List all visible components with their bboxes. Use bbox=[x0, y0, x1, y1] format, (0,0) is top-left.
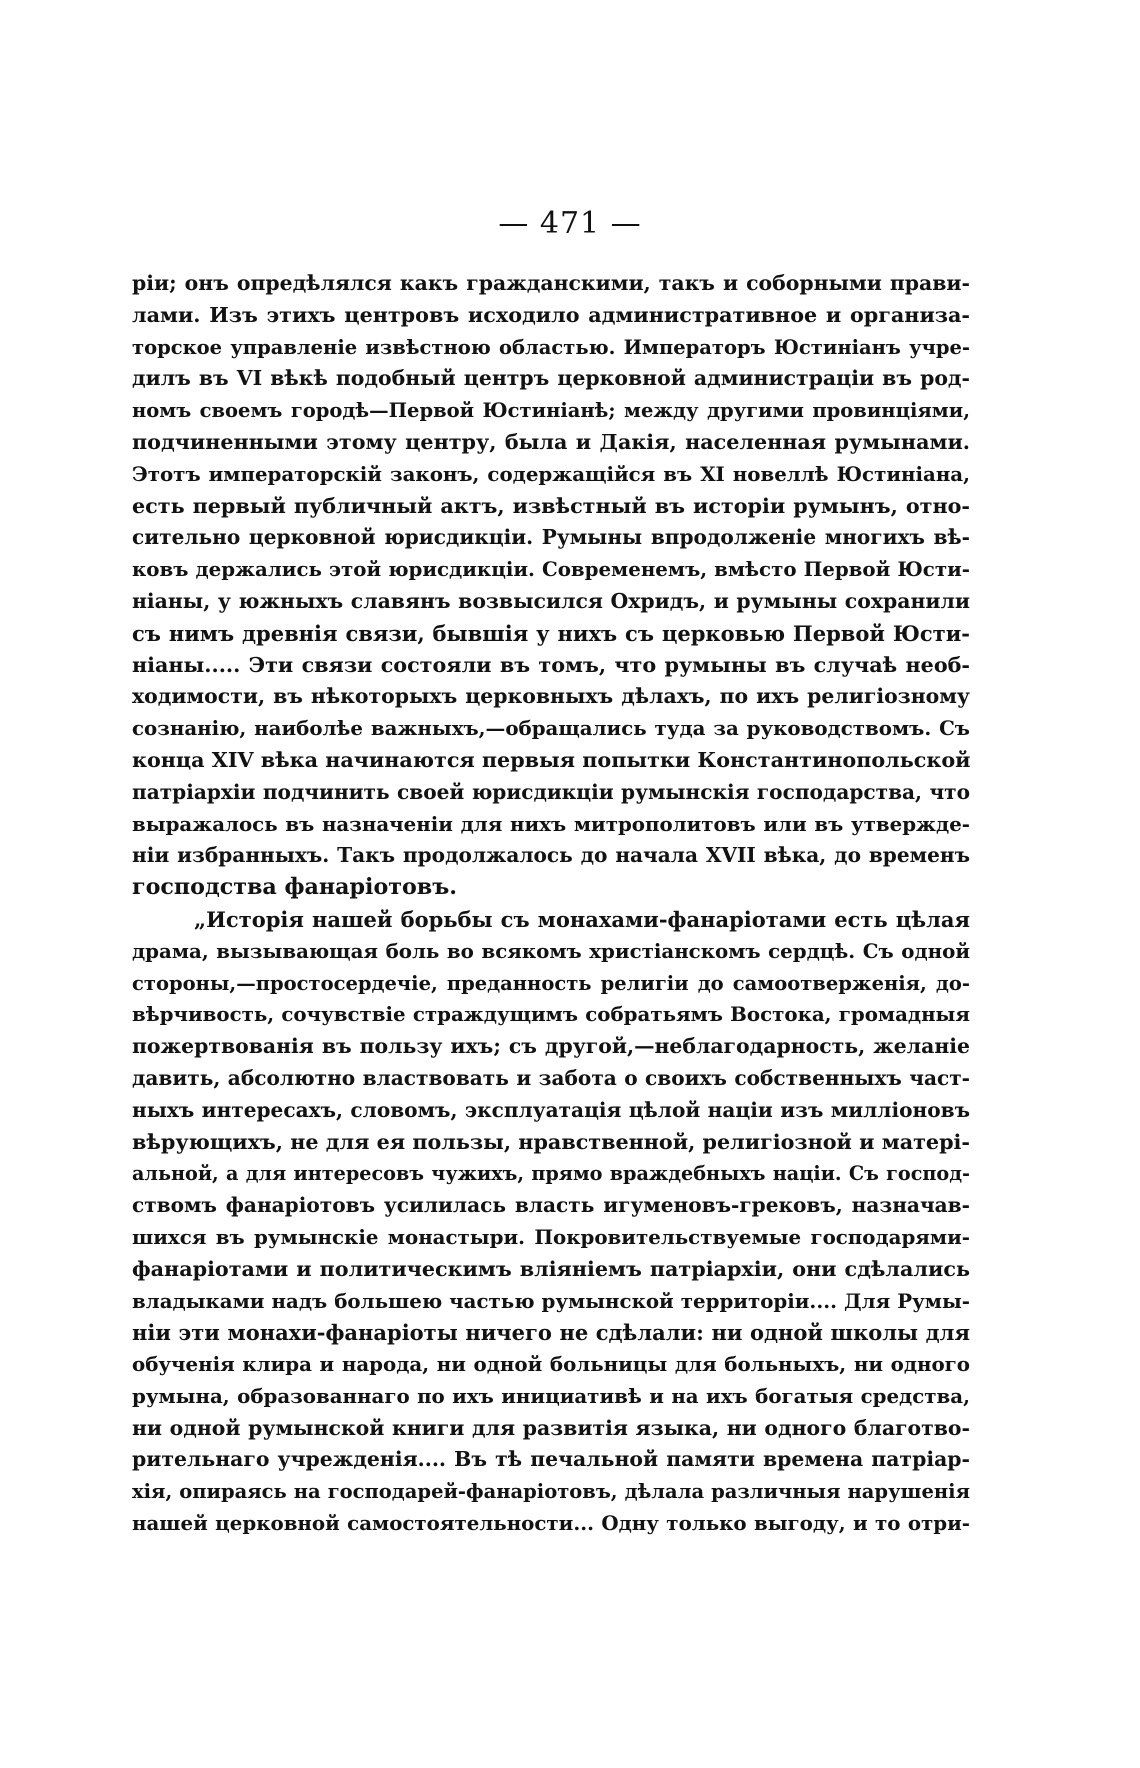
text-line: ковъ держались этой юрисдикцiи. Современемъ, вмѣсто Первой Юсти- bbox=[132, 557, 970, 582]
text-line: рительнаго учрежденiя.... Въ тѣ печальной памяти времена патрiар- bbox=[132, 1447, 970, 1472]
text-line: ствомъ фанарiотовъ усилилась власть игуменовъ-грековъ, назначав- bbox=[132, 1193, 970, 1218]
text-line: нiаны, у южныхъ славянъ возвысился Охридъ, и румыны сохранили bbox=[132, 588, 970, 613]
text-line: фанарiотами и политическимъ влiянiемъ патрiархiи, они сдѣлались bbox=[132, 1256, 970, 1281]
text-line: выражалось въ назначенiи для нихъ митрополитовъ или въ утвержде- bbox=[132, 811, 970, 836]
text-line: владыками надъ большею частью румынской территорiи.... Для Румы- bbox=[132, 1288, 970, 1313]
text-line: сознанiю, наиболѣе важныхъ,—обращались туда за руководствомъ. Съ bbox=[132, 716, 970, 741]
page-number: — 471 — bbox=[498, 206, 642, 241]
text-line: „Исторiя нашей борьбы съ монахами-фанарiотами есть цѣлая bbox=[194, 906, 970, 932]
text-line: обученiя клира и народа, ни одной больницы для больныхъ, ни одного bbox=[132, 1352, 970, 1377]
text-line: драма, вызывающая боль во всякомъ христiанскомъ сердцѣ. Съ одной bbox=[132, 938, 970, 963]
text-line: румына, образованнаго по ихъ инициативѣ и на ихъ богатыя средства, bbox=[132, 1383, 970, 1408]
body-text bbox=[132, 268, 970, 1540]
text-line: сительно церковной юрисдикцiи. Румыны впродолженiе многихъ вѣ- bbox=[132, 525, 970, 550]
text-line: пожертвованiя въ пользу ихъ; съ другой,—неблагодарность, желанiе bbox=[132, 1034, 970, 1059]
text-line: ни одной румынской книги для развитiя языка, ни одного благотво- bbox=[132, 1415, 970, 1440]
text-line: господства фанарiотовъ. bbox=[132, 874, 457, 901]
text-line: подчиненными этому центру, была и Дакiя, населенная румынами. bbox=[132, 429, 970, 454]
text-line: есть первый публичный актъ, извѣстный въ исторiи румынъ, отно- bbox=[132, 493, 970, 518]
paragraph bbox=[132, 904, 970, 1540]
text-line: нiи избранныхъ. Такъ продолжалось до начала XVII вѣка, до временъ bbox=[132, 843, 970, 868]
paragraph bbox=[132, 268, 970, 904]
text-line: патрiархiи подчинить своей юрисдикцiи румынскiя господарства, что bbox=[132, 779, 970, 804]
text-line: ходимости, въ нѣкоторыхъ церковныхъ дѣлахъ, по ихъ религiозному bbox=[132, 684, 970, 709]
text-line: конца XIV вѣка начинаются первыя попытки Константинопольской bbox=[132, 747, 970, 772]
text-line: вѣрующихъ, не для ея пользы, нравственной, религiозной и матерi- bbox=[132, 1129, 970, 1154]
text-line: номъ своемъ городѣ—Первой Юстинiанѣ; между другими провинцiями, bbox=[132, 399, 970, 423]
text-line: хiя, опираясь на господарей-фанарiотовъ, дѣлала различныя нарушенiя bbox=[132, 1480, 970, 1504]
text-line: торское управленiе извѣстною областью. Императоръ Юстинiанъ учре- bbox=[132, 335, 970, 359]
text-line: нiаны..... Эти связи состояли въ томъ, что румыны въ случаѣ необ- bbox=[132, 652, 970, 677]
text-line: стороны,—простосердечiе, преданность религiи до самоотверженiя, до- bbox=[132, 971, 970, 995]
text-line: лами. Изъ этихъ центровъ исходило административное и организа- bbox=[132, 302, 970, 327]
text-line: давить, абсолютно властвовать и забота о своихъ собственныхъ част- bbox=[132, 1065, 970, 1090]
text-line: вѣрчивость, сочувствiе страждущимъ собратьямъ Востока, громадныя bbox=[132, 1002, 970, 1027]
text-line: съ нимъ древнiя связи, бывшiя у нихъ съ церковью Первой Юсти- bbox=[132, 620, 970, 646]
text-line: нiи эти монахи-фанарiоты ничего не сдѣлали: ни одной школы для bbox=[132, 1320, 970, 1346]
text-line: рiи; онъ опредѣлялся какъ гражданскими, такъ и соборными прави- bbox=[132, 271, 970, 295]
text-line: нашей церковной самостоятельности... Одну только выгоду, и то отри- bbox=[132, 1511, 970, 1536]
text-line: шихся въ румынскiе монастыри. Покровительствуемые господарями- bbox=[132, 1224, 970, 1249]
text-line: ныхъ интересахъ, словомъ, эксплуатацiя цѣлой нацiи изъ миллiоновъ bbox=[132, 1097, 970, 1122]
text-line: Этотъ императорскiй законъ, содержащiйся въ XI новеллѣ Юстинiана, bbox=[132, 461, 970, 486]
text-line: альной, а для интересовъ чужихъ, прямо враждебныхъ нацiи. Съ господ- bbox=[132, 1162, 970, 1186]
text-line: дилъ въ VI вѣкѣ подобный центръ церковной администрацiи въ род- bbox=[132, 366, 970, 391]
